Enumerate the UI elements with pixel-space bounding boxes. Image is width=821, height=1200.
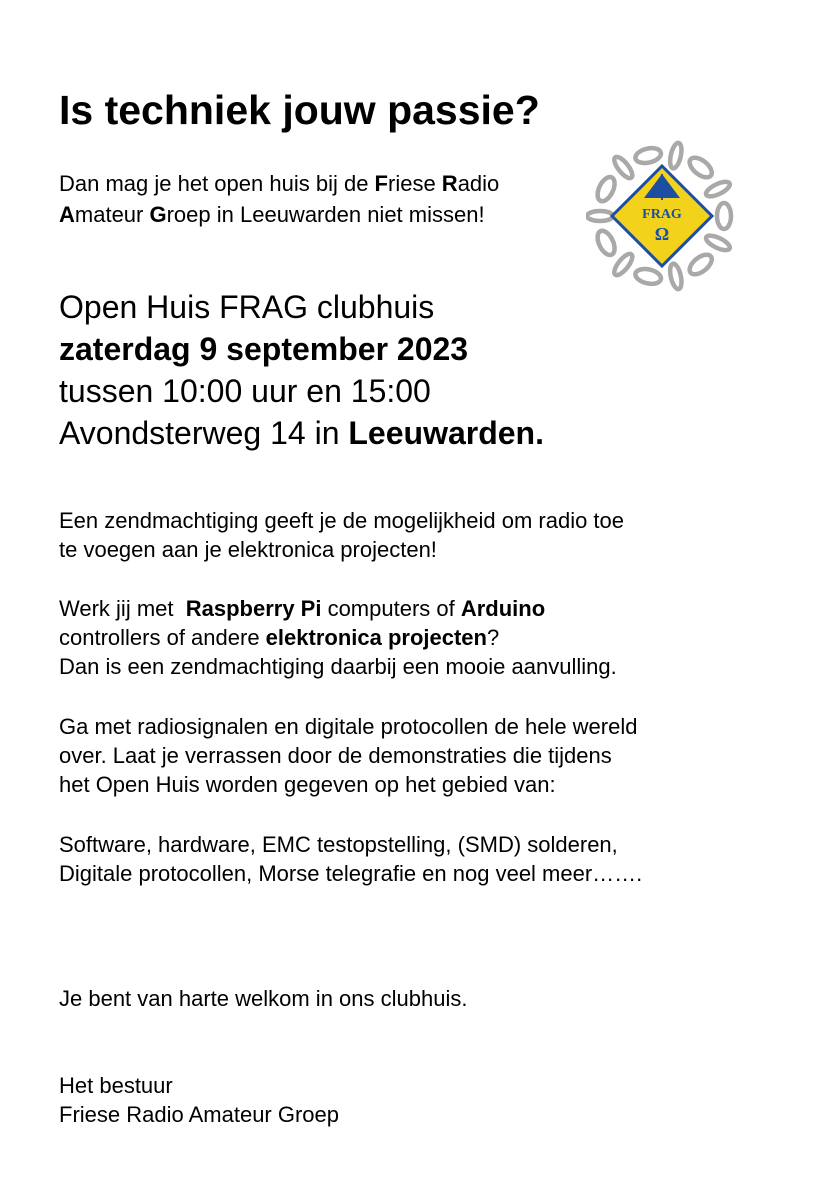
address-city: Leeuwarden.: [348, 415, 544, 451]
logo-text: FRAG: [642, 207, 682, 222]
p4-line-2: Digitale protocollen, Morse telegrafie en nog veel meer…….: [59, 861, 643, 886]
paragraph-projects: [59, 594, 617, 681]
chain-link: [704, 179, 732, 199]
radio-rest: adio: [457, 171, 500, 196]
chain-link: [634, 146, 662, 165]
event-title: Open Huis FRAG clubhuis: [59, 289, 435, 325]
p3-line-1: Ga met radiosignalen en digitale protocollen de hele wereld: [59, 714, 638, 739]
p1-line-1: Een zendmachtiging geeft je de mogelijkheid om radio toe: [59, 508, 625, 533]
address-street: Avondsterweg 14 in: [59, 415, 349, 451]
chain-link: [717, 203, 731, 229]
chain-link: [704, 233, 732, 253]
chain-link: [611, 251, 635, 278]
p2-text-c: computers of: [321, 596, 461, 621]
raspberry-pi-label: Raspberry Pi: [185, 596, 322, 621]
paragraph-zendmachtiging: [59, 506, 624, 564]
event-date: zaterdag 9 september 2023: [59, 331, 469, 367]
signature-line-1: Het bestuur: [59, 1073, 173, 1098]
chain-link: [686, 154, 715, 181]
radio-initial: R: [441, 171, 458, 196]
amateur-initial: A: [59, 202, 75, 227]
event-time: tussen 10:00 uur en 15:00: [59, 373, 431, 409]
logo-omega: Ω: [654, 224, 670, 244]
p4-line-1: Software, hardware, EMC testopstelling, (SMD) solderen,: [59, 832, 618, 857]
elektronica-label: elektronica projecten: [265, 625, 487, 650]
friese-initial: F: [374, 171, 388, 196]
p2-line-1: [59, 594, 617, 623]
intro-pre: Dan mag je het open huis bij de: [59, 171, 375, 196]
p1-line-2: te voegen aan je elektronica projecten!: [59, 537, 437, 562]
flyer-title: Is techniek jouw passie?: [59, 87, 540, 133]
p3-line-3: het Open Huis worden gegeven op het gebied van:: [59, 772, 556, 797]
chain-link: [686, 251, 715, 278]
p3-line-2: over. Laat je verrassen door de demonstraties die tijdens: [59, 743, 612, 768]
chain-link: [668, 263, 684, 291]
chain-link: [634, 267, 662, 286]
groep-initial: G: [149, 202, 167, 227]
arduino-label: Arduino: [460, 596, 546, 621]
event-details: [59, 286, 544, 454]
chain-link: [594, 228, 618, 257]
amateur-rest: mateur: [74, 202, 150, 227]
frag-diamond-icon: [612, 166, 712, 266]
p2-text-a: Werk jij met: [59, 596, 186, 621]
chain-link: [611, 154, 635, 181]
signature: [59, 1071, 339, 1129]
chain-link: [587, 211, 613, 221]
p2-question-mark: ?: [486, 625, 500, 650]
signature-line-2: Friese Radio Amateur Groep: [59, 1102, 340, 1127]
chain-link: [668, 142, 684, 170]
paragraph-topics: [59, 830, 642, 888]
p2-text-l2a: controllers of andere: [59, 625, 266, 650]
friese-rest: riese: [388, 171, 442, 196]
intro-text: [59, 168, 499, 230]
welcome-text: Je bent van harte welkom in ons clubhuis.: [59, 986, 468, 1011]
event-address: [59, 412, 544, 454]
intro-line-2: [59, 199, 499, 230]
chain-link: [594, 174, 618, 203]
paragraph-demonstrations: [59, 712, 637, 799]
p2-line-2: [59, 623, 617, 652]
intro-line-2-rest: roep in Leeuwarden niet missen!: [166, 202, 485, 227]
p2-line-3: Dan is een zendmachtiging daarbij een mooie aanvulling.: [59, 654, 617, 679]
intro-line-1: [59, 168, 499, 199]
frag-logo: [586, 140, 738, 292]
